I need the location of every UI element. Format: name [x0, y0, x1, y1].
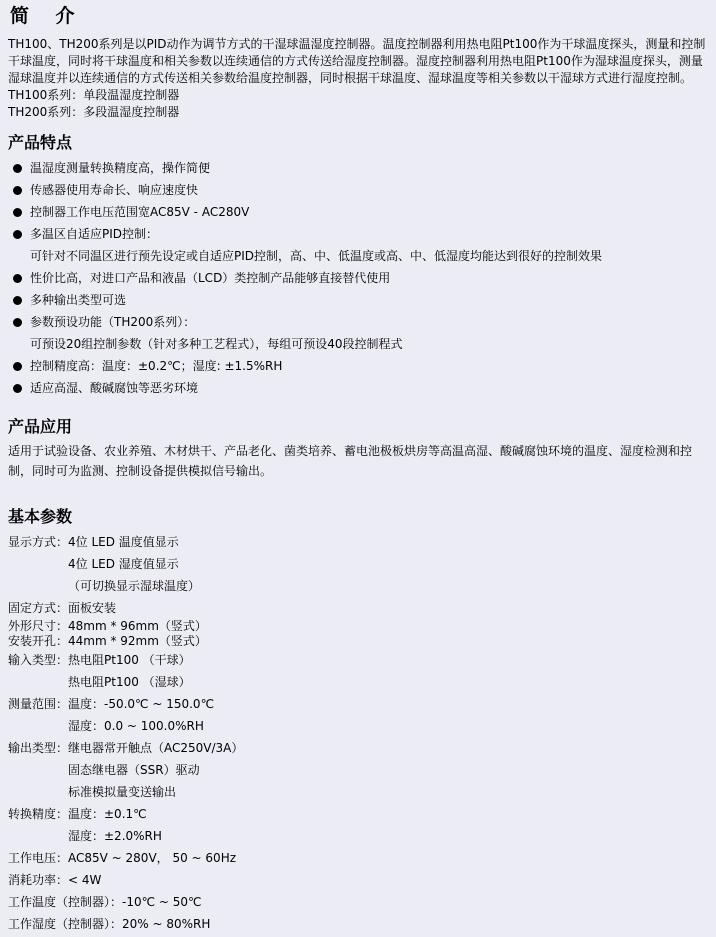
- spec-line: 工作电压：AC85V ~ 280V， 50 ~ 60Hz: [8, 851, 237, 865]
- feature-text: 多种输出类型可选: [30, 293, 127, 307]
- spec-line: 热电阻Pt100 （湿球）: [68, 675, 191, 689]
- features-list: [8, 157, 708, 399]
- spec-line: 输出类型：继电器常开触点（AC250V/3A）: [8, 741, 244, 755]
- feature-item: [8, 267, 708, 289]
- spec-line: （可切换显示湿球温度）: [68, 579, 201, 593]
- feature-item: [8, 201, 708, 223]
- intro-paragraph: TH100、TH200系列是以PID动作为调节方式的干湿球温湿度控制器。温度控制器利用热电阻Pt100作为干球温度探头，测量和控制干球温度，同时将干球温度和相关参数以连续通信的方式传送给湿度控制器。湿度控制器利用热电阻Pt100作为湿球温度探头，测量湿球温度并以连续通信的方式传送相关参数给温度控制器，同时根据干球温度、湿球温度等相关参数以干湿球方式进行湿度控制。: [8, 37, 706, 85]
- feature-text: 可预设20组控制参数（针对多种工艺程式），每组可预设40段控制程式: [30, 337, 403, 351]
- spec-line: 湿度：±2.0%RH: [68, 829, 162, 843]
- feature-item: [8, 223, 708, 245]
- spec-line: 固定方式：面板安装: [8, 601, 117, 615]
- series-list: [8, 87, 708, 121]
- bullet-circle-icon: [13, 384, 22, 393]
- bullet-circle-icon: [13, 318, 22, 327]
- bullet-circle-icon: [13, 208, 22, 217]
- feature-text: 适应高湿、酸碱腐蚀等恶劣环境: [30, 381, 199, 395]
- feature-item: [8, 311, 708, 333]
- feature-continuation-line: [8, 245, 708, 267]
- bullet-circle-icon: [13, 186, 22, 195]
- feature-item: [8, 179, 708, 201]
- spec-line: 消耗功率：< 4W: [8, 873, 102, 887]
- feature-text: 控制精度高：温度：±0.2℃；湿度: ±1.5%RH: [30, 359, 283, 373]
- feature-item: [8, 289, 708, 311]
- spec-line: 4位 LED 湿度值显示: [68, 557, 179, 571]
- series-line: TH200系列：多段温湿度控制器: [8, 105, 180, 119]
- bullet-circle-icon: [13, 296, 22, 305]
- feature-item: [8, 355, 708, 377]
- intro-heading: 简 介: [10, 5, 75, 27]
- applications-paragraph: 适用于试验设备、农业养殖、木材烘干、产品老化、菌类培养、蓄电池极板烘房等高温高湿、酸碱腐蚀环境的温度、湿度检测和控制，同时可为监测、控制设备提供模拟信号输出。: [8, 444, 693, 478]
- bullet-circle-icon: [13, 362, 22, 371]
- feature-text: 参数预设功能（TH200系列）：: [30, 315, 196, 329]
- feature-item: [8, 377, 708, 399]
- feature-item: [8, 157, 708, 179]
- spec-line: 测量范围：温度：-50.0℃ ~ 150.0℃: [8, 697, 215, 711]
- spec-line: 标准模拟量变送输出: [68, 785, 177, 799]
- spec-line: 安装开孔：44mm * 92mm（竖式）: [8, 634, 207, 648]
- feature-text: 控制器工作电压范围宽AC85V - AC280V: [30, 205, 250, 219]
- features-heading: 产品特点: [8, 133, 73, 152]
- bullet-circle-icon: [13, 164, 22, 173]
- spec-line: 湿度：0.0 ~ 100.0%RH: [68, 719, 204, 733]
- spec-line: 转换精度：温度：±0.1℃: [8, 807, 147, 821]
- feature-text: 传感器使用寿命长、响应速度快: [30, 183, 199, 197]
- spec-line: 外形尺寸：48mm * 96mm（竖式）: [8, 619, 207, 633]
- feature-text: 可针对不同温区进行预先设定或自适应PID控制，高、中、低温度或高、中、低湿度均能达到很好的控制效果: [30, 249, 603, 263]
- spec-line: 输入类型：热电阻Pt100 （干球）: [8, 653, 191, 667]
- specs-heading: 基本参数: [8, 507, 73, 526]
- feature-text: 多温区自适应PID控制：: [30, 227, 159, 241]
- spec-line: 工作湿度（控制器）：20% ~ 80%RH: [8, 917, 211, 931]
- specs-list: [8, 531, 708, 935]
- feature-continuation-line: [8, 333, 708, 355]
- spec-line: 固态继电器（SSR）驱动: [68, 763, 200, 777]
- spec-line: 工作温度（控制器）：-10℃ ~ 50℃: [8, 895, 202, 909]
- bullet-circle-icon: [13, 274, 22, 283]
- bullet-circle-icon: [13, 230, 22, 239]
- spec-line: 显示方式：4位 LED 温度值显示: [8, 535, 179, 549]
- feature-text: 温湿度测量转换精度高，操作简便: [30, 161, 211, 175]
- applications-heading: 产品应用: [8, 417, 73, 436]
- series-line: TH100系列：单段温湿度控制器: [8, 88, 180, 102]
- feature-text: 性价比高，对进口产品和液晶（LCD）类控制产品能够直接替代使用: [30, 271, 391, 285]
